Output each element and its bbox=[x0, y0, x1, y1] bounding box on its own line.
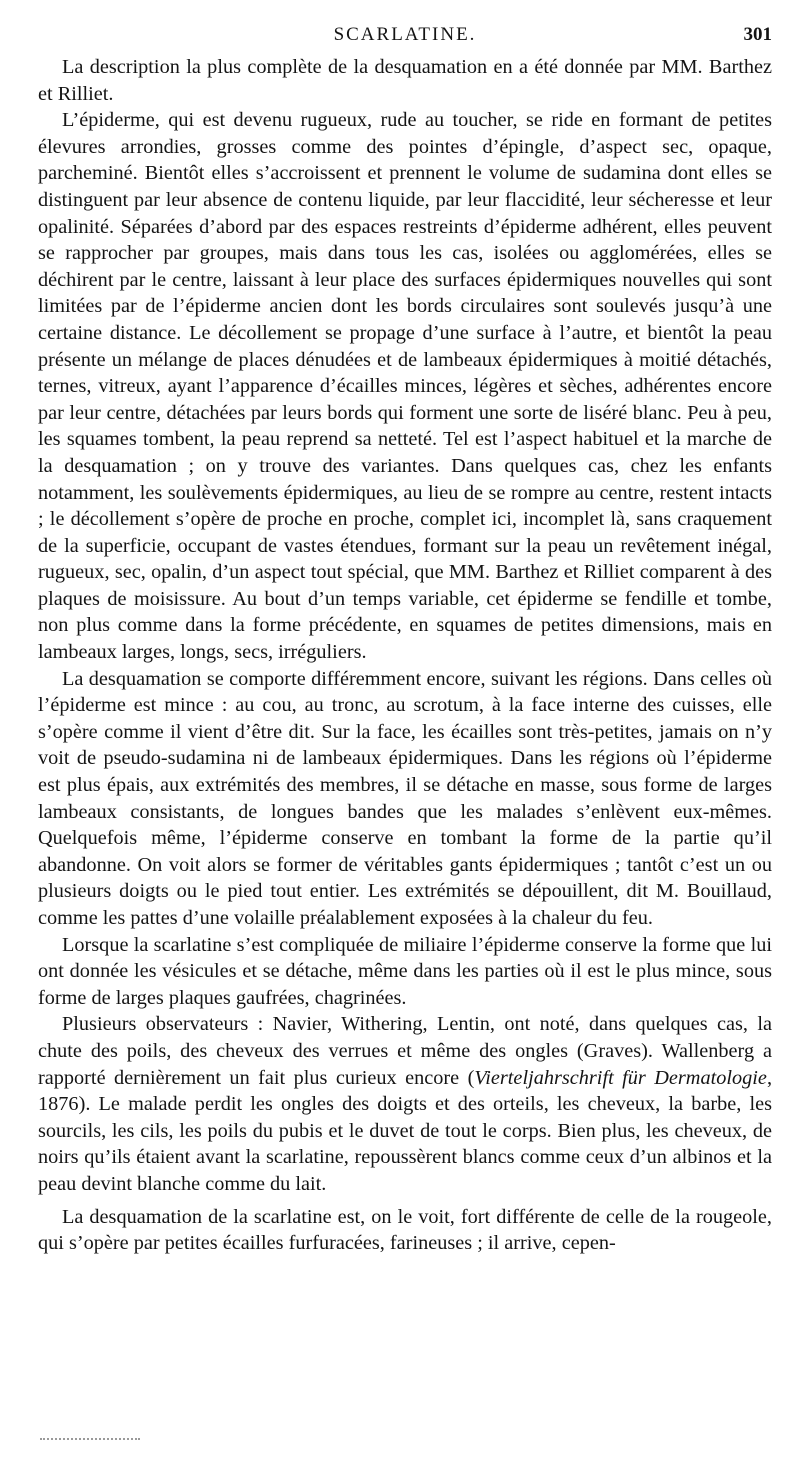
paragraph-desquamation-intro bbox=[38, 54, 772, 107]
paragraph-text: , 1876). Le malade perdit les ongles des doigts et des orteils, les cheveux, la barbe, les sourcils, les cils, les poils du pubis et le duvet de tout le corps. Bien plus, les cheveux, de noirs qu’ils étaient avant la scarlatine, repoussèrent blancs comme ceux d’un albinos et la peau devint blanche comme du lait. bbox=[38, 1066, 773, 1195]
journal-title: Vierteljahrschrift für Dermatologie bbox=[474, 1066, 767, 1089]
paragraph-regions bbox=[38, 666, 772, 932]
paragraph-epiderme bbox=[38, 107, 772, 665]
page-number: 301 bbox=[743, 24, 772, 45]
book-page bbox=[38, 24, 772, 1257]
paragraph-miliaire bbox=[38, 932, 772, 1012]
footer-rule bbox=[40, 1438, 140, 1442]
paragraph-rougeole bbox=[38, 1204, 772, 1257]
paragraph-text: Plusieurs observateurs : Navier, Withering, Lentin, ont noté, dans quelques cas, la chute des poils, des cheveux des verrues et même des ongles (Graves). Wallenberg a rapporté dernièrement un fait plus curieux encore ( bbox=[38, 1013, 772, 1089]
paragraph-text: L’épiderme, qui est devenu rugueux, rude au toucher, se ride en formant de petites élevures arrondies, grosses comme des pointes d’épingle, d’aspect sec, opaque, parcheminé. Bientôt elles s’accroissent et prennent le volume de sudamina dont elles se distinguent par leur absence de contenu liquide, par leur flaccidité, leur sécheresse et leur opalinité. Séparées d’abord par des espaces restreints d’épiderme adhérent, elles peuvent se rapprocher par groupes, mais dans tous les cas, isolées ou agglomérées, elles se déchirent par le centre, laissant à leur place des surfaces épidermiques nouvelles qui sont limitées par de l’épiderme ancien dont les bords circulaires sont soulevés jusqu’à une certaine distance. Le décollement se propage d’une surface à l’autre, et bientôt la peau présente un mélange de places dénudées et de lambeaux épidermiques à moitié détachés, ternes, vitreux, ayant l’apparence d’écailles minces, légères et sèches, adhérentes encore par leur centre, détachées par leurs bords qui forment une sorte de liséré blanc. Peu à peu, les squames tombent, la peau reprend sa netteté. Tel est l’aspect habituel et la marche de la desquamation ; on y trouve des variantes. Dans quelques cas, chez les enfants notamment, les soulèvements épidermiques, au lieu de se rompre au centre, restent intacts ; le décollement s’opère de proche en proche, complet ici, incomplet là, sans craquement de la superficie, occupant de vastes étendues, formant sur la peau un revêtement inégal, rugueux, sec, opalin, d’un aspect tout spécial, que MM. Barthez et Rilliet comparent à des plaques de moisissure. Au bout d’un temps variable, cet épiderme se fendille et tombe, non plus comme dans la forme précédente, en squames de petites dimensions, mais en lambeaux larges, longs, secs, irréguliers. bbox=[38, 109, 772, 664]
running-title: SCARLATINE. bbox=[333, 24, 477, 45]
paragraph-text: La desquamation se comporte différemment encore, suivant les régions. Dans celles où l’épiderme est mince : au cou, au tronc, au scrotum, à la face interne des cuisses, elle s’opère comme il vient d’être dit. Sur la face, les écailles sont très-petites, jamais on n’y voit de pseudo-sudamina ni de lambeaux épidermiques. Dans les régions où l’épiderme est plus épais, aux extrémités des membres, il se détache en masse, sous forme de larges lambeaux consistants, de longues bandes que les malades s’enlèvent eux-mêmes. Quelquefois même, l’épiderme conserve en tombant la forme de la partie qu’il abandonne. On voit alors se former de véritables gants épidermiques ; tantôt c’est un ou plusieurs doigts ou le pied tout entier. Les extrémités se dépouillent, dit M. Bouillaud, comme les pattes d’une volaille préalablement exposées à la chaleur du feu. bbox=[38, 667, 772, 929]
paragraph-observateurs bbox=[38, 1011, 772, 1197]
running-head bbox=[38, 24, 772, 54]
paragraph-text: La description la plus complète de la desquamation en a été donnée par MM. Barthez et Rilliet. bbox=[38, 56, 772, 105]
paragraph-text: Lorsque la scarlatine s’est compliquée de miliaire l’épiderme conserve la forme que lui ont donnée les vésicules et se détache, même dans les parties où il est le plus mince, sous forme de larges plaques gaufrées, chagrinées. bbox=[38, 933, 772, 1009]
body-text bbox=[38, 54, 772, 1257]
paragraph-text: La desquamation de la scarlatine est, on le voit, fort différente de celle de la rougeole, qui s’opère par petites écailles furfuracées, farineuses ; il arrive, cepen- bbox=[38, 1205, 772, 1255]
